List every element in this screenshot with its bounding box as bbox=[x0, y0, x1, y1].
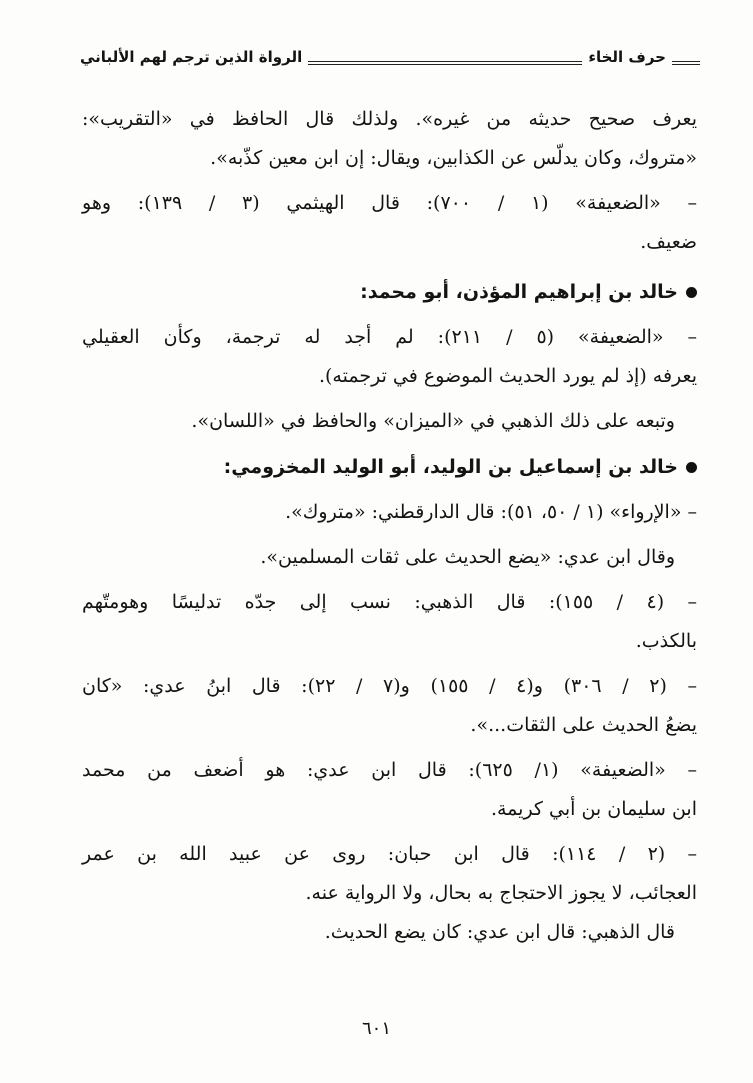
text-line: ابن سليمان بن أبي كريمة. bbox=[490, 798, 697, 820]
entry-heading-text: خالد بن إسماعيل بن الوليد، أبو الوليد المخزومي: bbox=[223, 456, 678, 478]
text-line: يضعُ الحديث على الثقات...». bbox=[470, 714, 697, 736]
text-line: – «الضعيفة» (١/ ٦٢٥): قال ابن عدي: هو أضعف من محمد bbox=[82, 759, 697, 781]
chapter-title: حرف الخاء bbox=[582, 48, 672, 66]
text-line: وقال ابن عدي: «يضع الحديث على ثقات المسلمين». bbox=[260, 546, 675, 568]
entry-heading bbox=[82, 447, 697, 487]
text-line: بالكذب. bbox=[635, 630, 697, 652]
page-number: ٦٠١ bbox=[361, 1018, 391, 1039]
text-line: – (٢ / ٣٠٦) و(٤ / ١٥٥) و(٧ / ٢٢): قال ابنُ عدي: «كان bbox=[82, 675, 698, 697]
text-line: العجائب، لا يجوز الاحتجاج به بحال، ولا الرواية عنه. bbox=[305, 882, 697, 904]
text-line: – (٢ / ١١٤): قال ابن حبان: روى عن عبيد الله بن عمر bbox=[82, 843, 698, 865]
book-title: الرواة الذين ترجم لهم الألباني bbox=[80, 48, 308, 66]
text-line: قال الذهبي: قال ابن عدي: كان يضع الحديث. bbox=[324, 921, 675, 943]
text-line: – «الضعيفة» (٥ / ٢١١): لم أجد له ترجمة، وكأن العقيلي bbox=[82, 326, 698, 348]
text-line: – (٤ / ١٥٥): قال الذهبي: نسب إلى جدّه تدليسًا وهومتّهم bbox=[82, 591, 697, 613]
text-line: يعرف صحيح حديثه من غيره». ولذلك قال الحافظ في «التقريب»: bbox=[82, 108, 697, 130]
entry-heading-text: خالد بن إبراهيم المؤذن، أبو محمد: bbox=[360, 281, 678, 303]
running-header bbox=[80, 46, 700, 76]
bullet-icon bbox=[686, 287, 697, 298]
text-line: ضعيف. bbox=[640, 231, 697, 253]
bullet-icon bbox=[686, 462, 697, 473]
text-line: – «الإرواء» (١ / ٥٠، ٥١): قال الدارقطني: «متروك». bbox=[285, 501, 697, 523]
text-line: – «الضعيفة» (١ / ٧٠٠): قال الهيثمي (٣ / ١٣٩): وهو bbox=[82, 192, 698, 214]
text-line: يعرفه (إذ لم يورد الحديث الموضوع في ترجمته). bbox=[318, 365, 697, 387]
entry-heading bbox=[82, 272, 697, 312]
text-line: وتبعه على ذلك الذهبي في «الميزان» والحافظ في «اللسان». bbox=[191, 410, 675, 432]
page-body bbox=[82, 100, 697, 952]
text-line: «متروك، وكان يدلّس عن الكذابين، ويقال: إن ابن معين كذّبه». bbox=[210, 147, 697, 169]
